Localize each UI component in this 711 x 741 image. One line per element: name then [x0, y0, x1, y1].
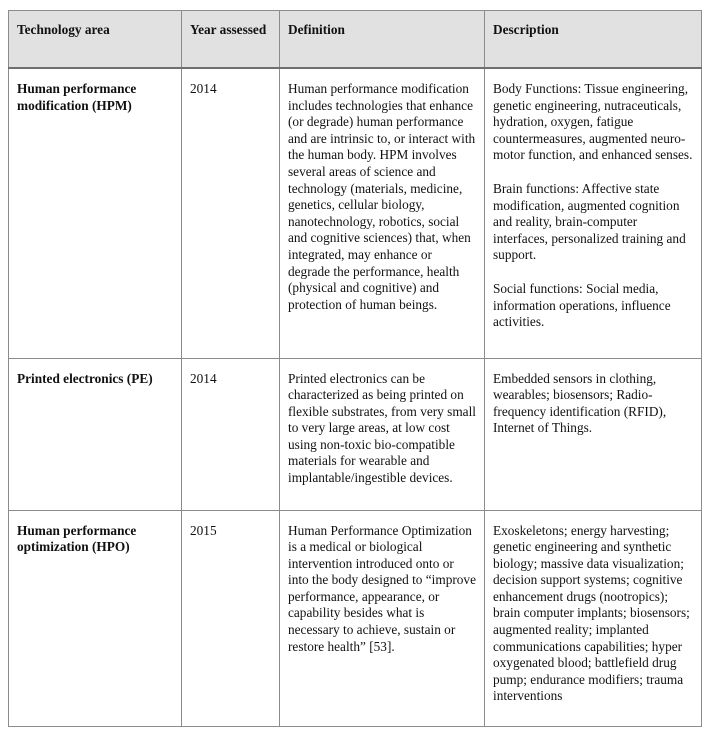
description-paragraph: Social functions: Social media, information operations, influence activities.	[493, 280, 671, 330]
definition-cell: Human performance modification includes technologies that enhance (or degrade) human performance and are intrinsic to, or interact with the human body. HPM involves several areas of science and technology (materials, medicine, genetics, cellular biology, nanotechnology, robotics, social and cognitive sciences) that, when integrated, may enhance or degrade the performance, health (physical and cognitive) and protection of human beings.	[280, 68, 485, 358]
technology-area-cell: Printed electronics (PE)	[9, 358, 182, 510]
description-paragraph: Exoskeletons; energy harvesting; genetic engineering and synthetic biology; massive data visualization; decision support systems; cognitive enhancement drugs (nootropics); brain computer implants; biosensors; augmented reality; implanted communications capabilities; hyper oxygenated blood; battlefield drug pump; endurance modifiers; trauma interventions	[493, 522, 690, 704]
technology-area-cell: Human performance optimization (HPO)	[9, 510, 182, 726]
header-row	[9, 11, 702, 69]
description-cell	[485, 68, 702, 358]
description-cell	[485, 510, 702, 726]
table-row	[9, 510, 702, 726]
technology-area-cell: Human performance modification (HPM)	[9, 68, 182, 358]
description-cell	[485, 358, 702, 510]
header-year-assessed: Year assessed	[182, 11, 280, 69]
description-paragraph: Embedded sensors in clothing, wearables; biosensors; Radio-frequency identification (RFID), Internet of Things.	[493, 370, 667, 436]
year-cell: 2015	[182, 510, 280, 726]
year-cell: 2014	[182, 68, 280, 358]
definition-cell: Printed electronics can be characterized as being printed on flexible substrates, from very small to very large areas, at low cost using non-toxic bio-compatible materials for wearable and implantable/ingestible devices.	[280, 358, 485, 510]
technology-table	[8, 10, 702, 727]
header-technology-area: Technology area	[9, 11, 182, 69]
table-row	[9, 68, 702, 358]
header-description: Description	[485, 11, 702, 69]
definition-cell: Human Performance Optimization is a medical or biological intervention introduced onto or into the body designed to “improve performance, appearance, or capability besides what is necessary to achieve, sustain or restore health” [53].	[280, 510, 485, 726]
description-paragraph: Brain functions: Affective state modification, augmented cognition and reality, brain-computer interfaces, personalized training and support.	[493, 180, 686, 263]
year-cell: 2014	[182, 358, 280, 510]
header-definition: Definition	[280, 11, 485, 69]
table-row	[9, 358, 702, 510]
description-paragraph: Body Functions: Tissue engineering, genetic engineering, nutraceuticals, hydration, oxygen, fatigue countermeasures, augmented neuro-motor function, and enhanced senses.	[493, 81, 693, 163]
